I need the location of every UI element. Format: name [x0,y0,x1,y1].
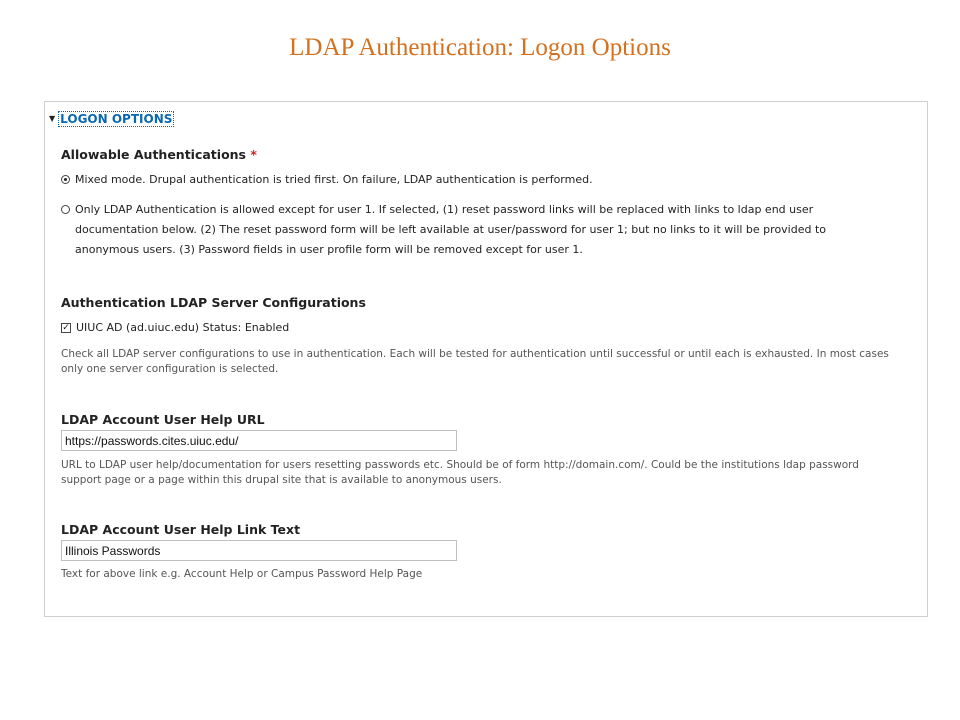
help-link-text-input[interactable] [61,540,457,561]
uiuc-ad-checkbox[interactable]: ✓ [62,323,70,333]
triangle-down-icon: ▼ [49,114,56,123]
ldap-only-radio[interactable] [61,205,70,214]
ldap-only-radio-label: Only LDAP Authentication is allowed except for user 1. If selected, (1) reset password links will be replaced with links to ldap end user documentation below. (2) The reset password form will be left available at user/password for user 1; but no links to it will be provided to anonymous users. (3) Password fields in user profile form will be removed except for user 1. [75,203,827,256]
allowable-authentications-label-text: Allowable Authentications [61,147,246,162]
logon-options-legend-toggle[interactable] [49,111,174,127]
help-url-description: URL to LDAP user help/documentation for users resetting passwords etc. Should be of form http://domain.com/. Could be the institutions ldap password support page or a page within this drupal site that is available to anonymous users. [61,459,859,486]
allowable-authentications-label [61,147,257,162]
mixed-mode-radio[interactable] [61,175,70,184]
help-link-text-label: LDAP Account User Help Link Text [61,522,301,537]
help-link-text-description: Text for above link e.g. Account Help or Campus Password Help Page [61,568,423,580]
logon-options-fieldset [44,101,928,617]
server-option-uiuc-ad[interactable] [61,318,871,338]
page-title: LDAP Authentication: Logon Options [289,34,671,61]
auth-option-ldap-only[interactable] [61,200,871,260]
auth-option-mixed-mode[interactable] [61,170,871,190]
server-configurations-label: Authentication LDAP Server Configurations [61,295,366,310]
logon-options-legend[interactable]: LOGON OPTIONS [60,112,173,126]
help-url-label: LDAP Account User Help URL [61,412,265,427]
help-url-input[interactable] [61,430,457,451]
uiuc-ad-checkbox-label: UIUC AD (ad.uiuc.edu) Status: Enabled [76,321,290,334]
mixed-mode-radio-label: Mixed mode. Drupal authentication is tried first. On failure, LDAP authentication is performed. [75,173,593,186]
required-marker: * [250,147,257,162]
server-configurations-description: Check all LDAP server configurations to use in authentication. Each will be tested for authentication until successful or until each is exhausted. In most cases only one server configuration is selected. [61,348,889,375]
